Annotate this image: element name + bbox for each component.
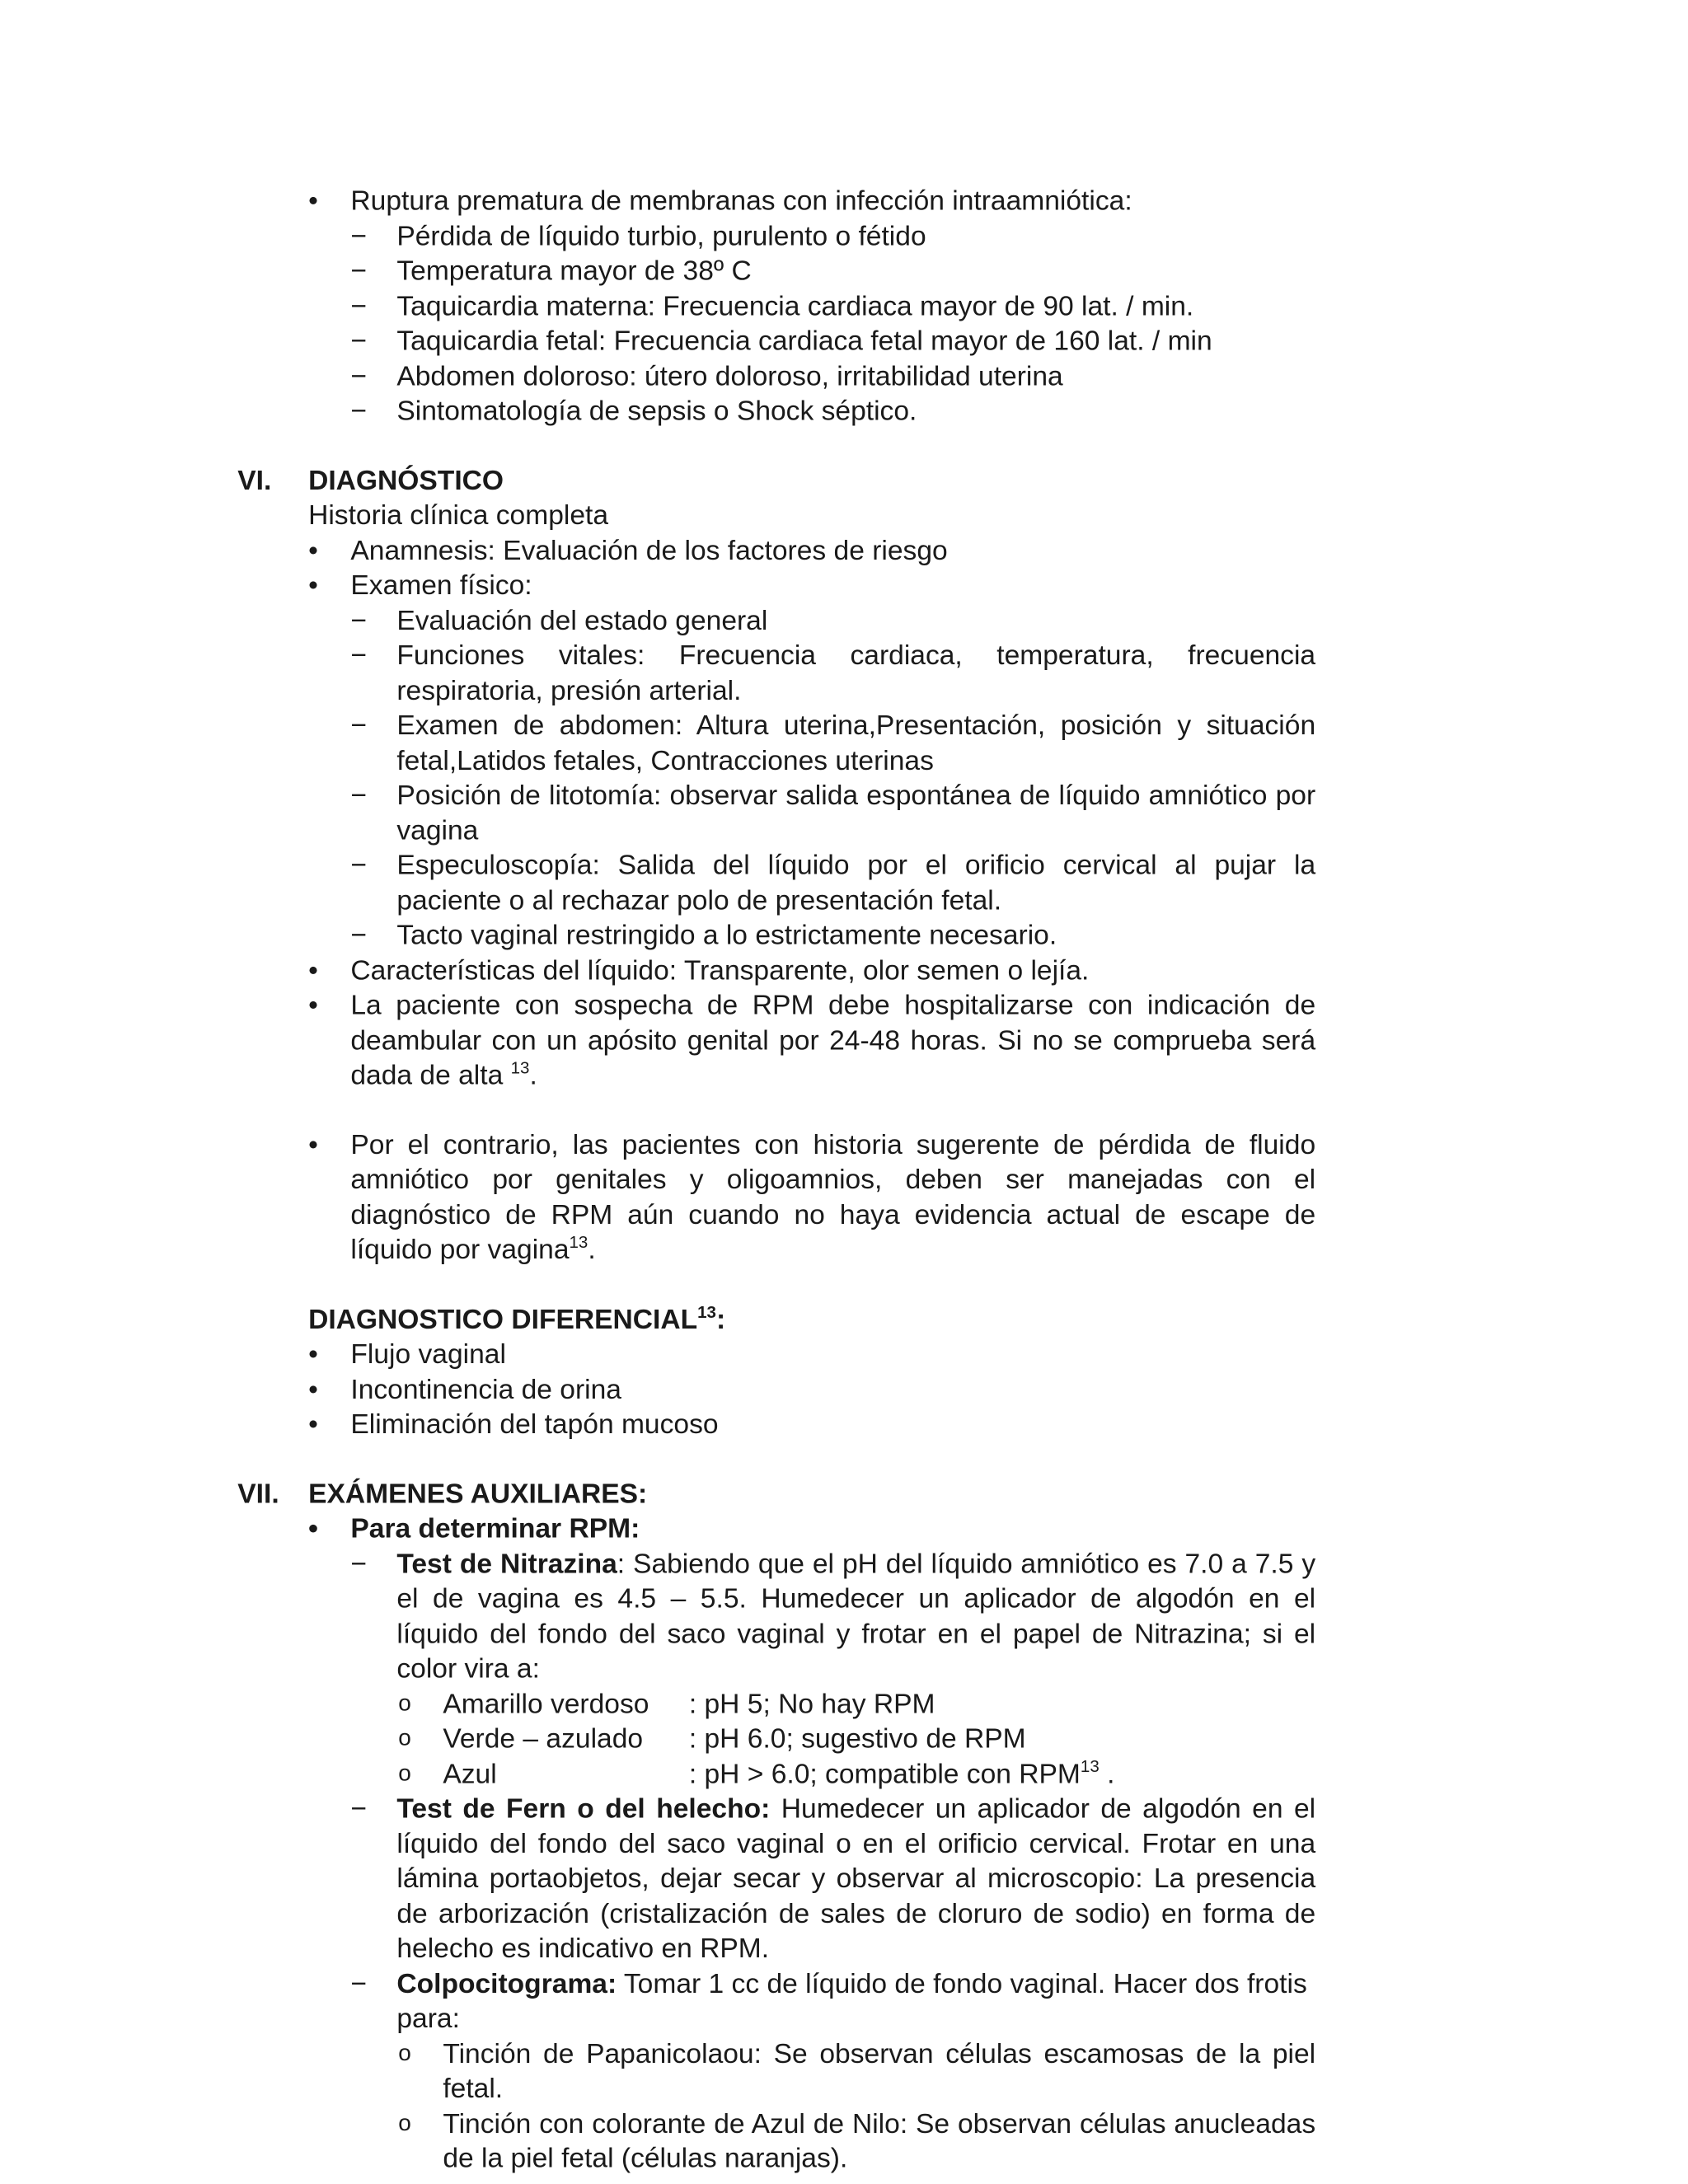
dash-marker: −	[350, 289, 368, 321]
bullet-contrario: • Por el contrario, las pacientes con historia sugerente de pérdida de fluido amniótico por genitales y oligoamnios, deben ser manejadas con el diagnóstico de RPM aún cuando no haya evidencia actual de escape de líquido por vagina$^{13}$.	[308, 1127, 1316, 1265]
reference-superscript: 13	[569, 1232, 588, 1252]
dash-marker: −	[350, 918, 368, 951]
dash-item	[350, 847, 1316, 917]
dash-text: Especuloscopía: Salida del líquido por el orificio cervical al pujar la paciente o al rechazar polo de presentación fetal.	[396, 848, 1316, 916]
dash-marker: −	[350, 639, 368, 671]
subheading-text: DIAGNOSTICO DIFERENCIAL	[308, 1302, 698, 1334]
dash-marker: −	[350, 219, 368, 251]
reference-superscript: 13	[697, 1301, 716, 1322]
dash-marker: −	[350, 778, 368, 811]
circle-marker: o	[398, 2040, 411, 2066]
dash-item-fern	[350, 1791, 1316, 1966]
dash-item	[350, 393, 1315, 428]
circle-marker: o	[398, 1690, 411, 1716]
section-heading-diagnostico	[237, 462, 1315, 497]
dash-item	[350, 917, 1315, 952]
bullet-marker: •	[308, 569, 318, 601]
color-name: Azul	[443, 1757, 497, 1789]
color-result: : pH 6.0; sugestivo de RPM	[688, 1722, 1026, 1754]
spacer	[308, 1092, 1315, 1127]
circle-item	[398, 1755, 1315, 1790]
dash-text: Taquicardia materna: Frecuencia cardiaca mayor de 90 lat. / min.	[396, 289, 1194, 321]
color-name: Verde – azulado	[443, 1722, 644, 1754]
dash-marker: −	[350, 848, 368, 881]
bullet-text: Ruptura prematura de membranas con infección intraamniótica:	[350, 184, 1132, 217]
circle-marker: o	[398, 1760, 411, 1786]
section-title: DIAGNÓSTICO	[308, 463, 504, 496]
circle-item	[398, 2036, 1316, 2106]
test-label: Test de Fern o del helecho:	[396, 1792, 771, 1824]
section-title: EXÁMENES AUXILIARES:	[308, 1477, 648, 1509]
bullet-anamnesis	[308, 532, 1315, 567]
bullet-text: Por el contrario, las pacientes con historia sugerente de pérdida de fluido amniótico por genitales y oligoamnios, deben ser manejadas con el diagnóstico de RPM aún cuando no haya evidencia actual de escape de líquido por vagina	[350, 1127, 1316, 1265]
document-content	[0, 183, 1575, 2176]
dash-item	[350, 253, 1315, 288]
bullet-text: La paciente con sospecha de RPM debe hospitalizarse con indicación de deambular con un apósito genital por 24-48 horas. Si no se comprueba será dada de alta	[350, 988, 1316, 1090]
text-block	[237, 183, 1316, 2176]
bullet-text: Anamnesis: Evaluación de los factores de riesgo	[350, 533, 948, 566]
circle-item	[398, 2106, 1316, 2176]
section-number: VI.	[237, 463, 272, 496]
dash-marker: −	[350, 394, 368, 426]
section-heading-examenes	[237, 1476, 1315, 1511]
dash-text: Posición de litotomía: observar salida espontánea de líquido amniótico por vagina	[396, 778, 1316, 846]
dash-marker: −	[350, 1792, 368, 1824]
spacer	[308, 1441, 1315, 1476]
bullet-marker: •	[308, 1408, 318, 1440]
dash-marker: −	[350, 1966, 368, 1999]
bullet-text: Flujo vaginal	[350, 1338, 506, 1370]
section-number: VII.	[237, 1477, 279, 1509]
dash-text: Sintomatología de sepsis o Shock séptico.	[396, 394, 917, 426]
dash-text: Abdomen doloroso: útero doloroso, irritabilidad uterina	[396, 359, 1063, 391]
bullet-text: Examen físico:	[350, 569, 532, 601]
dash-item	[350, 288, 1315, 322]
bullet-marker: •	[308, 954, 318, 986]
dash-marker: −	[350, 603, 368, 636]
subheading-diferencial: DIAGNOSTICO DIFERENCIAL$^{13}$:	[308, 1301, 726, 1334]
bullet-diferencial	[308, 1406, 1315, 1441]
reference-superscript: 13	[1080, 1756, 1100, 1776]
color-name: Amarillo verdoso	[443, 1687, 649, 1719]
circle-item	[398, 1685, 1315, 1720]
dash-item-nitrazina	[350, 1546, 1316, 1686]
test-label: Test de Nitrazina	[396, 1547, 617, 1579]
dash-marker: −	[350, 324, 368, 356]
bullet-marker: •	[308, 184, 318, 217]
dash-marker: −	[350, 254, 368, 287]
circle-marker: o	[398, 1725, 411, 1751]
dash-text: Tacto vaginal restringido a lo estrictamente necesario.	[396, 918, 1057, 951]
circle-text: Tinción con colorante de Azul de Nilo: Se observan células anucleadas de la piel fetal (células naranjas).	[443, 2107, 1316, 2174]
test-text: Humedecer un aplicador de algodón en el líquido del fondo del saco vaginal o en el orificio cervical. Frotar en una lámina portaobjetos, dejar secar y observar al microscopio: La presencia de arborización (cristalización de sales de cloruro de sodio) en forma de helecho es indicativo en RPM.	[396, 1792, 1316, 1964]
color-result: : pH 5; No hay RPM	[688, 1687, 935, 1719]
dash-item	[350, 323, 1315, 358]
circle-text: Tinción de Papanicolaou: Se observan células escamosas de la piel fetal.	[443, 2036, 1316, 2104]
intro-text: Historia clínica completa	[308, 499, 609, 531]
dash-text: Funciones vitales: Frecuencia cardiaca, temperatura, frecuencia respiratoria, presión arterial.	[396, 639, 1316, 705]
dash-marker: −	[350, 709, 368, 741]
bullet-marker: •	[308, 1372, 318, 1404]
circle-marker: o	[398, 2110, 411, 2136]
reference-superscript: 13	[510, 1057, 530, 1077]
bullet-marker: •	[308, 533, 318, 566]
bullet-text: Incontinencia de orina	[350, 1372, 621, 1404]
dash-item-colpo	[350, 1966, 1315, 2036]
circle-item	[398, 1721, 1315, 1755]
dash-item	[350, 358, 1315, 392]
dash-text: Examen de abdomen: Altura uterina,Presentación, posición y situación fetal,Latidos fetales, Contracciones uterinas	[396, 709, 1316, 776]
bullet-examen	[308, 567, 1315, 602]
bullet-ruptura	[308, 183, 1315, 218]
bullet-caracteristicas	[308, 952, 1315, 987]
bullet-hospitalizar: • La paciente con sospecha de RPM debe hospitalizarse con indicación de deambular con un apósito genital por 24-48 horas. Si no se comprueba será dada de alta $^{13}$.	[308, 988, 1316, 1090]
dash-item	[350, 777, 1316, 847]
dash-text: Temperatura mayor de 38º C	[396, 254, 752, 287]
dash-item	[350, 602, 1315, 637]
bullet-marker: •	[308, 1511, 318, 1544]
color-tail: .	[1099, 1757, 1115, 1789]
spacer	[308, 428, 1315, 462]
dash-marker: −	[350, 359, 368, 391]
bullet-text: Para determinar RPM:	[350, 1511, 640, 1544]
dash-text: Taquicardia fetal: Frecuencia cardiaca fetal mayor de 160 lat. / min	[396, 324, 1212, 356]
bullet-diferencial	[308, 1371, 1315, 1406]
dash-item	[350, 218, 1315, 252]
bullet-text: Eliminación del tapón mucoso	[350, 1408, 719, 1440]
dash-item	[350, 637, 1316, 707]
bullet-diferencial	[308, 1336, 1315, 1371]
bullet-marker: •	[308, 1338, 318, 1370]
test-text: Tomar 1 cc de líquido de fondo vaginal. Hacer dos frotis para:	[396, 1966, 1307, 2034]
dash-marker: −	[350, 1547, 368, 1579]
bullet-marker: •	[308, 1127, 318, 1160]
dash-text: Evaluación del estado general	[396, 603, 768, 636]
dash-item	[350, 707, 1316, 777]
bullet-marker: •	[308, 988, 318, 1020]
spacer	[308, 1267, 1315, 1301]
dash-text: Pérdida de líquido turbio, purulento o fétido	[396, 219, 926, 251]
test-text: : Sabiendo que el pH del líquido amniótico es 7.0 a 7.5 y el de vagina es 4.5 – 5.5. Humedecer un aplicador de algodón en el líquido del fondo del saco vaginal y frotar en el papel de Nitrazina; si el color vira a:	[396, 1547, 1316, 1684]
bullet-determinar-rpm	[308, 1511, 1315, 1545]
color-result: : pH > 6.0; compatible con RPM	[688, 1757, 1081, 1789]
bullet-text: Características del líquido: Transparente, olor semen o lejía.	[350, 954, 1090, 986]
test-label: Colpocitograma:	[396, 1966, 617, 1999]
